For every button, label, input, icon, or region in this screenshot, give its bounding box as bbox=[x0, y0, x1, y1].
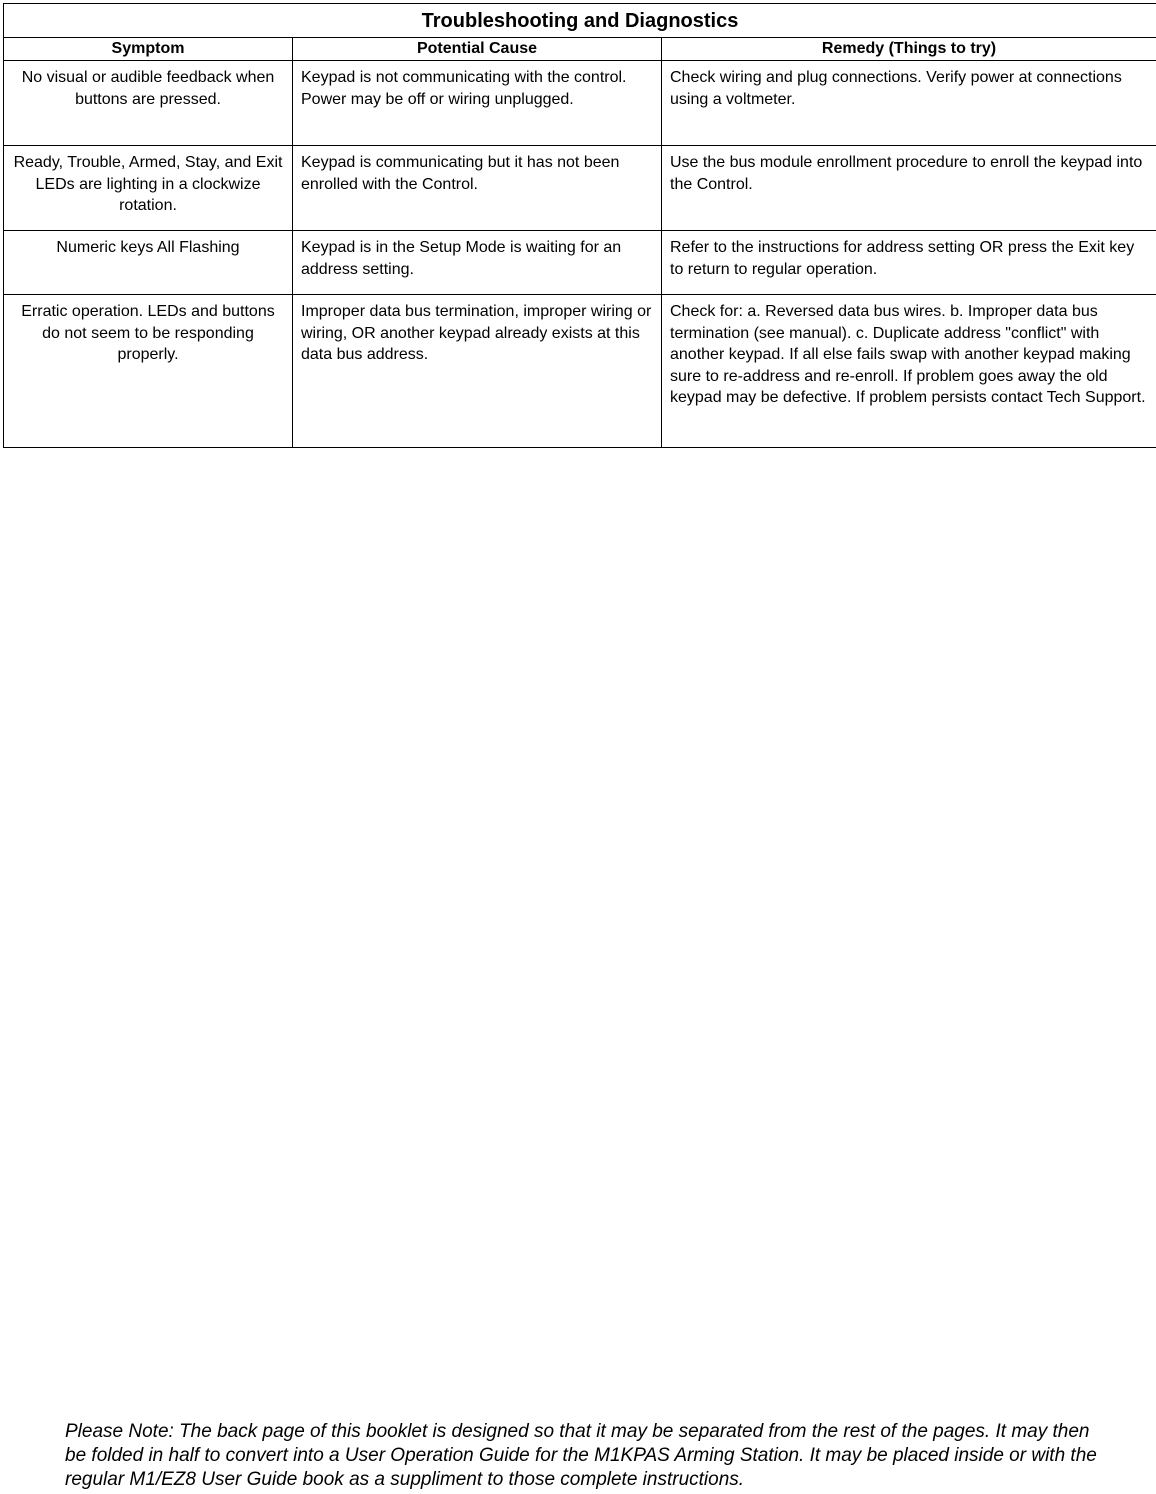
remedy-cell: Check wiring and plug connections. Verify power at connections using a voltmeter. bbox=[662, 61, 1156, 146]
table-row bbox=[4, 61, 1156, 146]
please-note-paragraph: Please Note: The back page of this booklet is designed so that it may be separated from the rest of the pages. It may then be folded in half to convert into a User Operation Guide for the M1KPAS Arming Station. It may be placed inside or with the regular M1/EZ8 User Guide book as a suppliment to those complete instructions. bbox=[65, 1421, 1097, 1490]
header-remedy: Remedy (Things to try) bbox=[662, 38, 1156, 61]
table-row bbox=[4, 295, 1156, 448]
symptom-cell: Numeric keys All Flashing bbox=[4, 231, 293, 295]
remedy-cell: Refer to the instructions for address setting OR press the Exit key to return to regular operation. bbox=[662, 231, 1156, 295]
remedy-cell: Check for: a. Reversed data bus wires. b. Improper data bus termination (see manual). c. Duplicate address "conflict" with another keypad. If all else fails swap with another keypad making sure to re-address and re-enroll. If problem goes away the old keypad may be defective. If problem persists contact Tech Support. bbox=[662, 295, 1156, 448]
cause-cell: Keypad is not communicating with the control. Power may be off or wiring unplugged. bbox=[293, 61, 662, 146]
header-symptom: Symptom bbox=[4, 38, 293, 61]
symptom-cell: Erratic operation. LEDs and buttons do not seem to be responding properly. bbox=[4, 295, 293, 448]
cause-cell: Improper data bus termination, improper wiring or wiring, OR another keypad already exists at this data bus address. bbox=[293, 295, 662, 448]
table-header-row bbox=[4, 38, 1156, 61]
cause-cell: Keypad is in the Setup Mode is waiting for an address setting. bbox=[293, 231, 662, 295]
remedy-cell: Use the bus module enrollment procedure to enroll the keypad into the Control. bbox=[662, 146, 1156, 231]
troubleshooting-table bbox=[3, 3, 1156, 448]
table-title-row bbox=[4, 4, 1156, 38]
table-title: Troubleshooting and Diagnostics bbox=[4, 4, 1156, 38]
cause-cell: Keypad is communicating but it has not been enrolled with the Control. bbox=[293, 146, 662, 231]
symptom-cell: Ready, Trouble, Armed, Stay, and Exit LEDs are lighting in a clockwize rotation. bbox=[4, 146, 293, 231]
table-row bbox=[4, 146, 1156, 231]
header-potential-cause: Potential Cause bbox=[293, 38, 662, 61]
table-row bbox=[4, 231, 1156, 295]
symptom-cell: No visual or audible feedback when buttons are pressed. bbox=[4, 61, 293, 146]
